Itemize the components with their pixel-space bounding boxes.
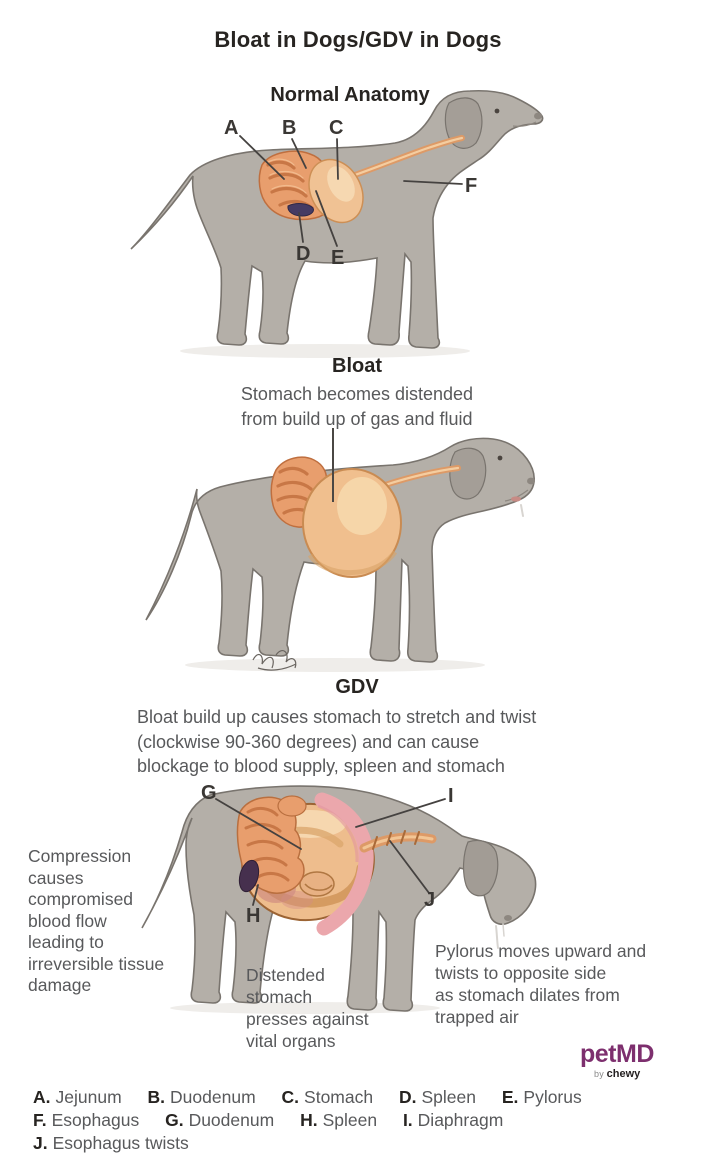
compression-note-line: Compression xyxy=(28,846,132,866)
legend-name: Pylorus xyxy=(523,1087,582,1107)
legend-item xyxy=(33,1110,139,1130)
chewy-wordmark: chewy xyxy=(606,1068,641,1080)
pylorus-note-line: twists to opposite side xyxy=(435,963,607,983)
petmd-logo: petMD xyxy=(580,1040,654,1068)
compression-note xyxy=(28,846,164,997)
legend-item xyxy=(165,1110,274,1130)
legend-row-1 xyxy=(33,1087,603,1110)
gdv-caption-line3: blockage to blood supply, spleen and stomach xyxy=(137,756,505,776)
label-g: G xyxy=(201,782,217,804)
label-b: B xyxy=(282,117,297,139)
label-a: A xyxy=(224,117,239,139)
legend-item xyxy=(33,1133,189,1153)
legend-letter: C. xyxy=(281,1087,300,1107)
gdv-caption-line2: (clockwise 90-360 degrees) and can cause xyxy=(137,731,480,752)
gdv-caption-line1: Bloat build up causes stomach to stretch and twist xyxy=(137,707,537,727)
label-c: C xyxy=(329,117,344,139)
compression-note-line: causes xyxy=(28,867,84,888)
label-f: F xyxy=(465,175,478,197)
bloat-caption-line1: Stomach becomes distended xyxy=(240,384,474,404)
legend-letter: E. xyxy=(501,1087,519,1107)
gdv-heading: GDV xyxy=(335,676,379,698)
legend-item xyxy=(399,1087,476,1107)
legend-row-2 xyxy=(33,1110,603,1133)
legend-item xyxy=(282,1087,374,1107)
normal-anatomy-heading: Normal Anatomy xyxy=(270,84,430,106)
legend-item xyxy=(300,1110,377,1130)
label-d: D xyxy=(296,243,311,265)
legend-letter: B. xyxy=(147,1087,166,1107)
page-title: Bloat in Dogs/GDV in Dogs xyxy=(214,27,502,52)
legend-letter: J. xyxy=(33,1133,48,1153)
compression-note-line: irreversible tissue xyxy=(28,953,165,974)
compression-note-line: damage xyxy=(28,975,92,995)
legend-name: Esophagus twists xyxy=(52,1133,189,1153)
label-h: H xyxy=(246,905,261,927)
legend-item xyxy=(148,1087,256,1107)
distended-note-line: stomach xyxy=(246,987,313,1007)
label-j: J xyxy=(424,889,436,911)
legend-letter: I. xyxy=(402,1110,413,1130)
legend-name: Spleen xyxy=(421,1087,476,1107)
legend-name: Spleen xyxy=(322,1110,378,1130)
distended-note-line: presses against xyxy=(246,1009,369,1029)
legend-name: Stomach xyxy=(304,1087,374,1107)
pylorus-note-line: as stomach dilates from xyxy=(435,985,620,1005)
pylorus-note-line: trapped air xyxy=(435,1007,519,1027)
pylorus-note xyxy=(435,940,646,1028)
petmd-byline xyxy=(594,1068,640,1080)
compression-note-line: blood flow xyxy=(28,910,107,931)
legend-item xyxy=(403,1110,503,1130)
legend-name: Esophagus xyxy=(51,1110,140,1130)
label-i: I xyxy=(448,785,454,807)
distended-note-line: vital organs xyxy=(246,1031,336,1051)
legend-name: Diaphragm xyxy=(417,1110,504,1130)
legend-row-3 xyxy=(33,1133,603,1156)
legend-name: Duodenum xyxy=(170,1087,256,1107)
compression-note-line: compromised xyxy=(28,889,134,909)
legend-letter: F. xyxy=(33,1110,47,1130)
distended-note-line: Distended xyxy=(246,965,325,985)
compression-note-line: leading to xyxy=(28,932,104,952)
gdv-caption xyxy=(137,705,536,779)
byline-prefix: by xyxy=(594,1069,604,1079)
legend-letter: G. xyxy=(165,1110,184,1130)
bloat-heading: Bloat xyxy=(332,355,382,377)
legend-item xyxy=(502,1087,582,1107)
legend-item xyxy=(33,1087,122,1107)
label-e: E xyxy=(331,247,345,269)
distended-note xyxy=(246,964,369,1052)
legend-name: Jejunum xyxy=(55,1087,122,1107)
bloat-caption xyxy=(241,382,473,431)
bloat-dog xyxy=(146,428,535,672)
legend-letter: A. xyxy=(33,1087,51,1107)
legend-letter: D. xyxy=(398,1087,417,1107)
pylorus-note-line: Pylorus moves upward and xyxy=(435,941,647,961)
legend-name: Duodenum xyxy=(188,1110,275,1130)
organ-legend xyxy=(33,1087,603,1156)
legend-letter: H. xyxy=(300,1110,318,1130)
bloat-caption-line2: from build up of gas and fluid xyxy=(241,408,473,429)
